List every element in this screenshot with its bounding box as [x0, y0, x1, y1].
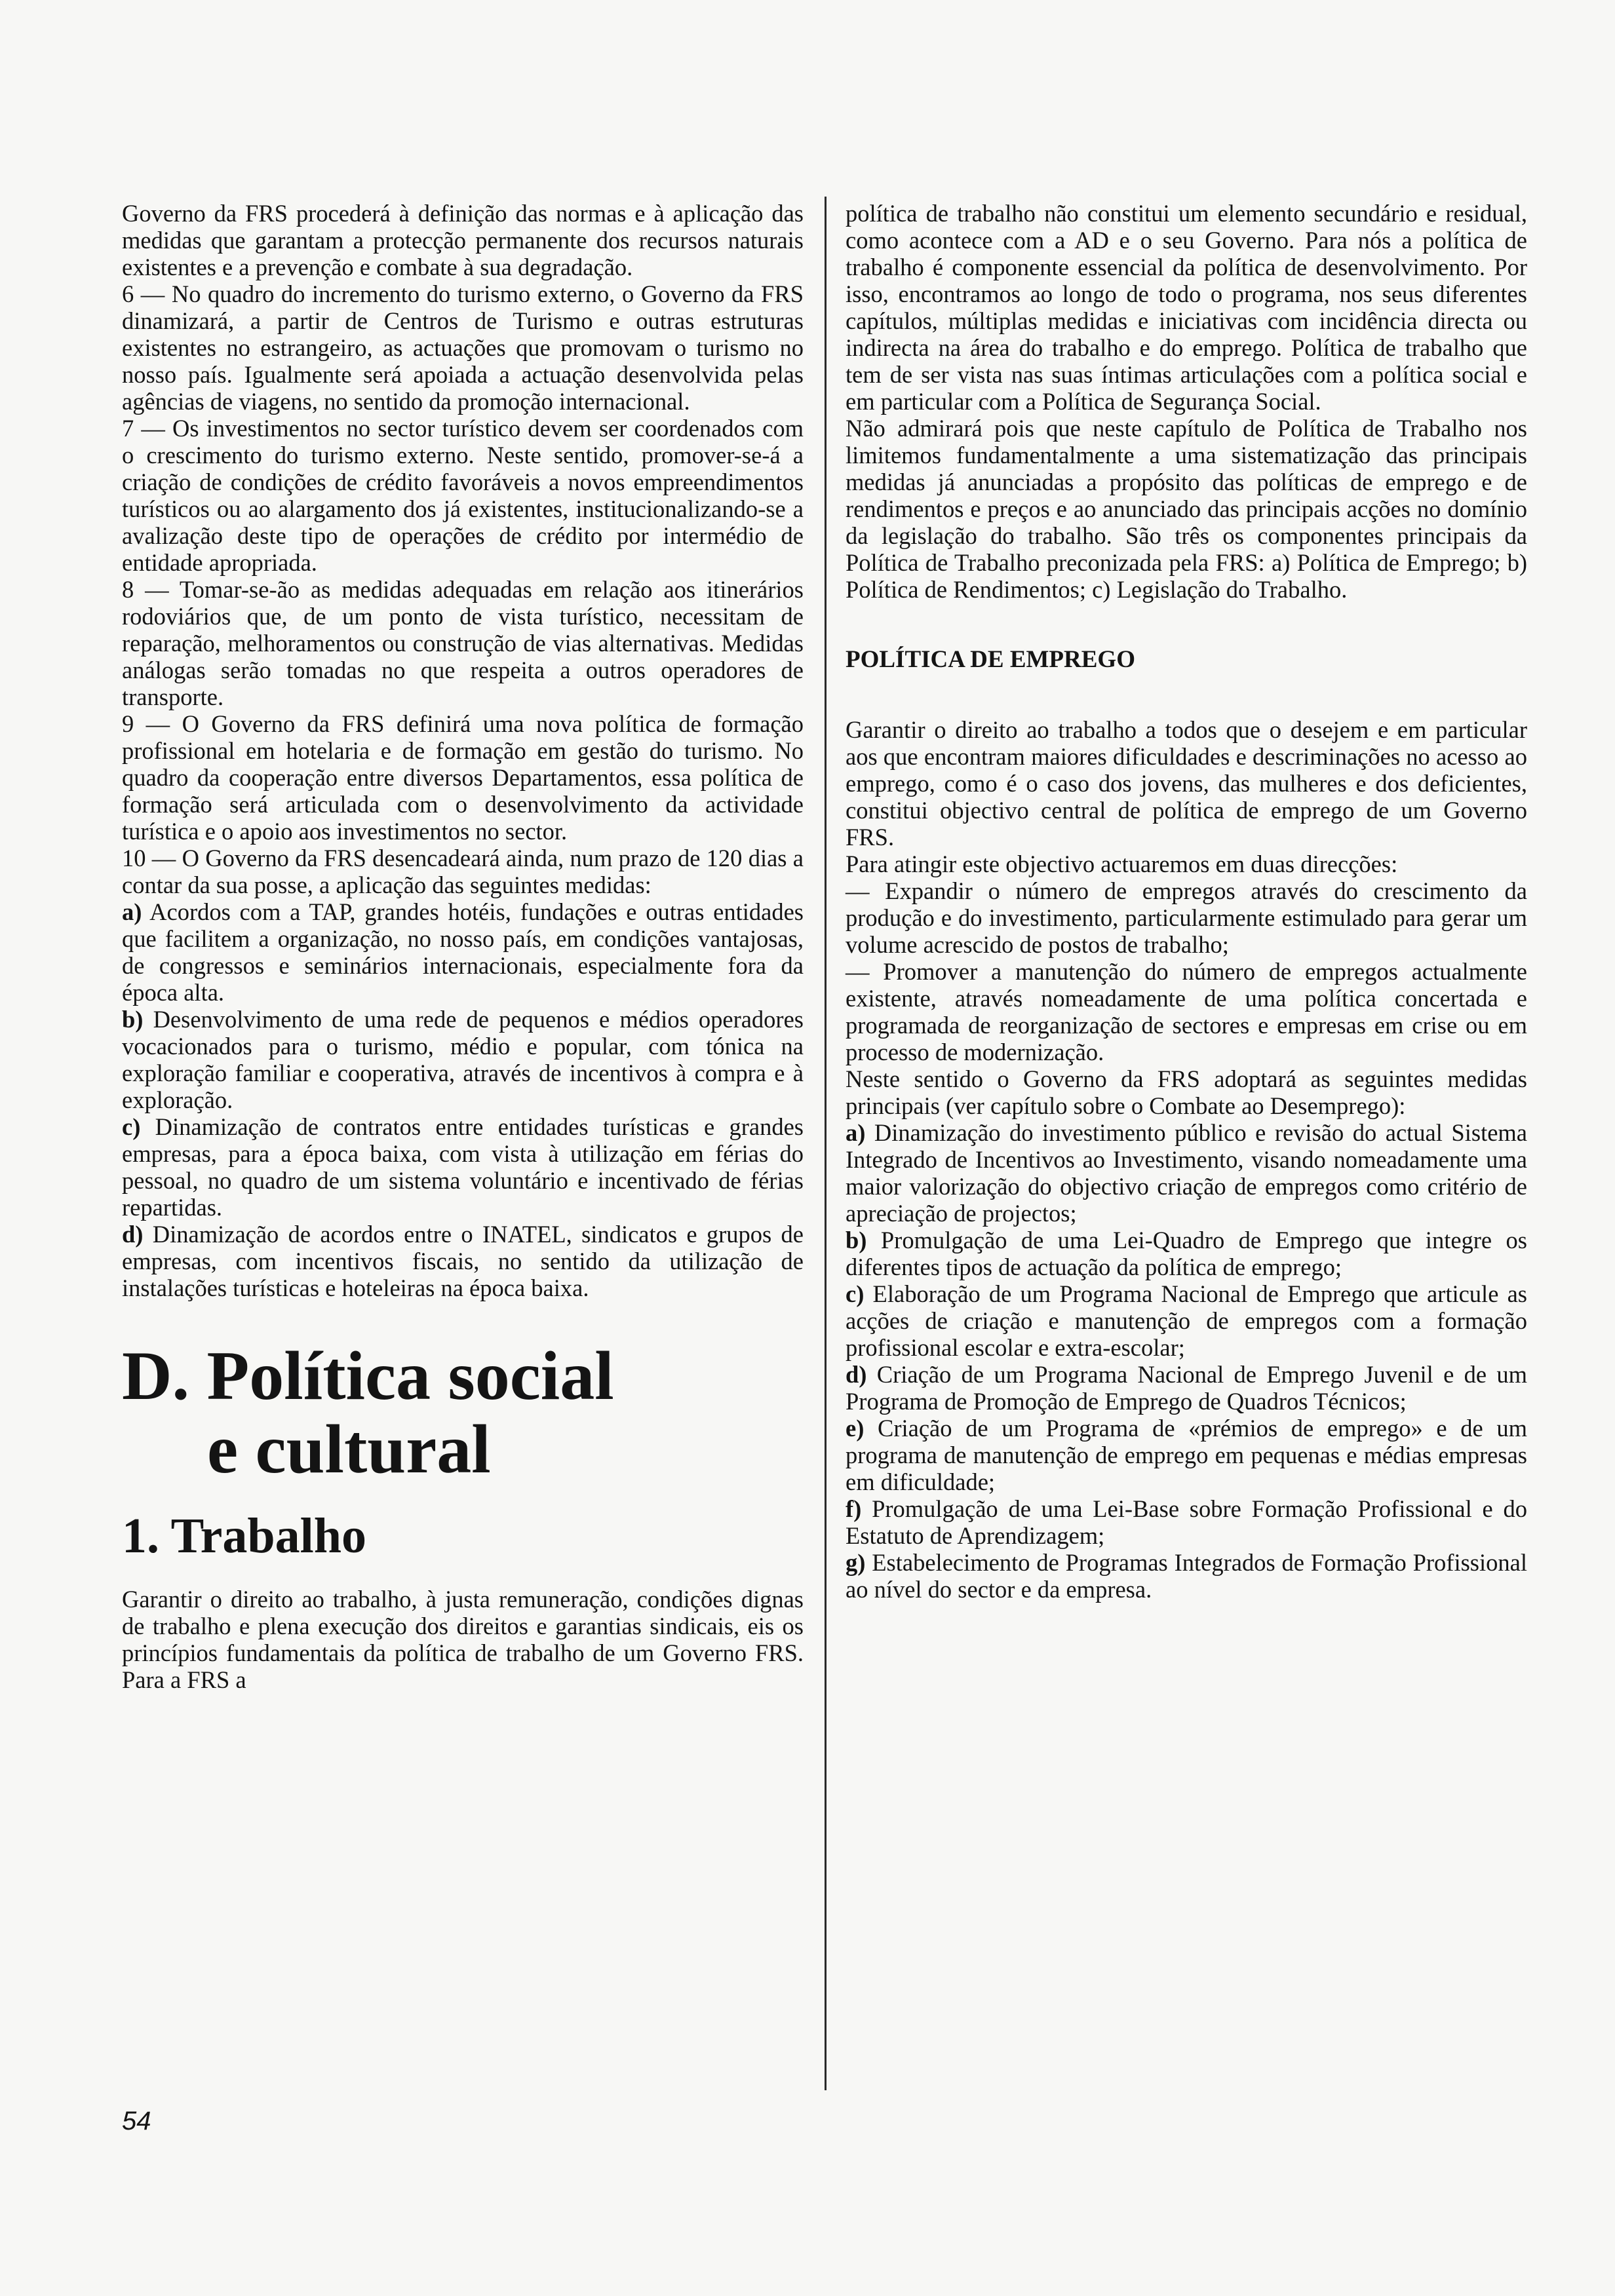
list-item-label: e): [846, 1415, 865, 1442]
paragraph: 7 — Os investimentos no sector turístico devem ser coordenados com o crescimento do turismo externo. Neste sentido, promover-se-á a criação de condições de crédito favoráveis a novos empreendimentos turísticos ou ao alargamento dos já existentes, institucionalizando-se a avalização deste tipo de operações de crédito por intermédio de entidade apropriada.: [122, 415, 804, 576]
paragraph: Governo da FRS procederá à definição das normas e à aplicação das medidas que garantam a protecção permanente dos recursos naturais existentes e a prevenção e combate à sua degradação.: [122, 200, 804, 280]
list-item-label: d): [122, 1221, 144, 1248]
page-number: 54: [122, 2107, 151, 2135]
section-heading-line2: e cultural: [207, 1411, 491, 1487]
list-item-label: d): [846, 1361, 867, 1388]
section-heading-line1: D. Política social: [122, 1337, 614, 1414]
list-item-label: g): [846, 1549, 866, 1576]
paragraph: 6 — No quadro do incremento do turismo externo, o Governo da FRS dinamizará, a partir de Centros de Turismo e outras estruturas existentes no estrangeiro, as actuações que promovam o turismo no nosso país. Igualmente será apoiada a actuação desenvolvida pelas agências de viagens, no sentido da promoção internacional.: [122, 280, 804, 415]
list-item: [846, 1495, 1527, 1549]
list-item: [846, 1361, 1527, 1415]
list-item: [846, 1415, 1527, 1495]
paragraph: Garantir o direito ao trabalho, à justa remuneração, condições dignas de trabalho e plena execução dos direitos e garantias sindicais, eis os princípios fundamentais da política de trabalho de um Governo FRS. Para a FRS a: [122, 1586, 804, 1693]
list-item-text: Criação de um Programa de «prémios de emprego» e de um programa de manutenção de emprego em pequenas e médias empresas em dificuldade;: [846, 1415, 1527, 1495]
list-item: [846, 1280, 1527, 1361]
paragraph: 9 — O Governo da FRS definirá uma nova política de formação profissional em hotelaria e de formação em gestão do turismo. No quadro da cooperação entre diversos Departamentos, essa política de formação será articulada com o desenvolvimento da actividade turística e o apoio aos investimentos no sector.: [122, 710, 804, 845]
list-item: [846, 1119, 1527, 1227]
list-item-label: b): [122, 1006, 144, 1033]
list-item-text: Acordos com a TAP, grandes hotéis, fundações e outras entidades que facilitem a organização, no nosso país, em condições vantajosas, de congressos e seminários internacionais, especialmente fora da época alta.: [122, 898, 804, 1006]
list-item: [122, 1006, 804, 1113]
list-item: [846, 1227, 1527, 1280]
list-item-label: c): [846, 1280, 865, 1307]
list-item-text: Elaboração de um Programa Nacional de Emprego que articule as acções de criação e manutenção de empregos com a formação profissional escolar e extra-escolar;: [846, 1280, 1527, 1361]
paragraph: Para atingir este objectivo actuaremos em duas direcções:: [846, 851, 1398, 877]
list-item: [122, 1221, 804, 1301]
paragraph: política de trabalho não constitui um elemento secundário e residual, como acontece com a AD e o seu Governo. Para nós a política de trabalho é componente essencial da política de desenvolvimento. Por isso, encontramos ao longo de todo o programa, nos seus diferentes capítulos, múltiplas medidas e iniciativas com incidência directa ou indirecta na área do trabalho e do emprego. Política de trabalho que tem de ser vista nas suas íntimas articulações com a política social e em particular com a Política de Segurança Social.: [846, 200, 1527, 415]
paragraph: — Expandir o número de empregos através do crescimento da produção e do investimento, particularmente estimulado para gerar um volume acrescido de postos de trabalho;: [846, 877, 1527, 958]
list-item-label: b): [846, 1227, 867, 1253]
list-item-text: Promulgação de uma Lei-Quadro de Emprego que integre os diferentes tipos de actuação da política de emprego;: [846, 1227, 1527, 1280]
left-column: [122, 200, 804, 1693]
list-item-text: Estabelecimento de Programas Integrados de Formação Profissional ao nível do sector e da empresa.: [846, 1549, 1527, 1603]
list-item-label: c): [122, 1113, 141, 1140]
paragraph: Garantir o direito ao trabalho a todos que o desejem e em particular aos que encontram maiores dificuldades e descriminações no acesso ao emprego, como é o caso dos jovens, das mulheres e dos deficientes, constitui objectivo central de política de emprego de um Governo FRS.: [846, 716, 1527, 851]
right-column: [846, 200, 1527, 1603]
column-divider: [825, 197, 827, 2090]
list-item-text: Promulgação de uma Lei-Base sobre Formação Profissional e do Estatuto de Aprendizagem;: [846, 1495, 1527, 1549]
list-item-label: f): [846, 1495, 862, 1522]
paragraph: — Promover a manutenção do número de empregos actualmente existente, através nomeadamente de uma política concertada e programada de reorganização de sectores e empresas em crise ou em processo de modernização.: [846, 958, 1527, 1065]
list-item: [122, 1113, 804, 1221]
list-item-text: Dinamização de contratos entre entidades turísticas e grandes empresas, para a época baixa, com vista à utilização em férias do pessoal, no quadro de um sistema voluntário e incentivado de férias repartidas.: [122, 1113, 804, 1221]
paragraph: Neste sentido o Governo da FRS adoptará as seguintes medidas principais (ver capítulo sobre o Combate ao Desemprego):: [846, 1065, 1527, 1119]
list-item: [846, 1549, 1527, 1603]
list-item: [122, 898, 804, 1006]
subheading: 1. Trabalho: [122, 1508, 367, 1563]
paragraph: 8 — Tomar-se-ão as medidas adequadas em relação aos itinerários rodoviários que, de um ponto de vista turístico, necessitam de reparação, melhoramentos ou construção de vias alternativas. Medidas análogas serão tomadas no que respeita a outros operadores de transporte.: [122, 576, 804, 710]
list-item-text: Dinamização de acordos entre o INATEL, sindicatos e grupos de empresas, com incentivos fiscais, no sentido da utilização de instalações turísticas e hoteleiras na época baixa.: [122, 1221, 804, 1301]
paragraph: Não admirará pois que neste capítulo de Política de Trabalho nos limitemos fundamentalmente a uma sistematização das principais medidas já anunciadas a propósito das políticas de emprego e de rendimentos e preços e ao anunciado das principais acções no domínio da legislação do trabalho. São três os componentes principais da Política de Trabalho preconizada pela FRS: a) Política de Emprego; b) Política de Rendimentos; c) Legislação do Trabalho.: [846, 415, 1527, 603]
list-item-label: a): [846, 1119, 866, 1146]
list-item-text: Desenvolvimento de uma rede de pequenos e médios operadores vocacionados para o turismo, médio e popular, com tónica na exploração familiar e cooperativa, através de incentivos à compra e à exploração.: [122, 1006, 804, 1113]
list-item-label: a): [122, 898, 142, 925]
list-item-text: Dinamização do investimento público e revisão do actual Sistema Integrado de Incentivos ao Investimento, visando nomeadamente uma maior valorização do objectivo criação de empregos como critério de apreciação de projectos;: [846, 1119, 1527, 1227]
paragraph: 10 — O Governo da FRS desencadeará ainda, num prazo de 120 dias a contar da sua posse, a aplicação das seguintes medidas:: [122, 845, 804, 898]
section-heading: [122, 1339, 804, 1486]
section-heading: POLÍTICA DE EMPREGO: [846, 646, 1135, 673]
list-item-text: Criação de um Programa Nacional de Emprego Juvenil e de um Programa de Promoção de Emprego de Quadros Técnicos;: [846, 1361, 1527, 1415]
